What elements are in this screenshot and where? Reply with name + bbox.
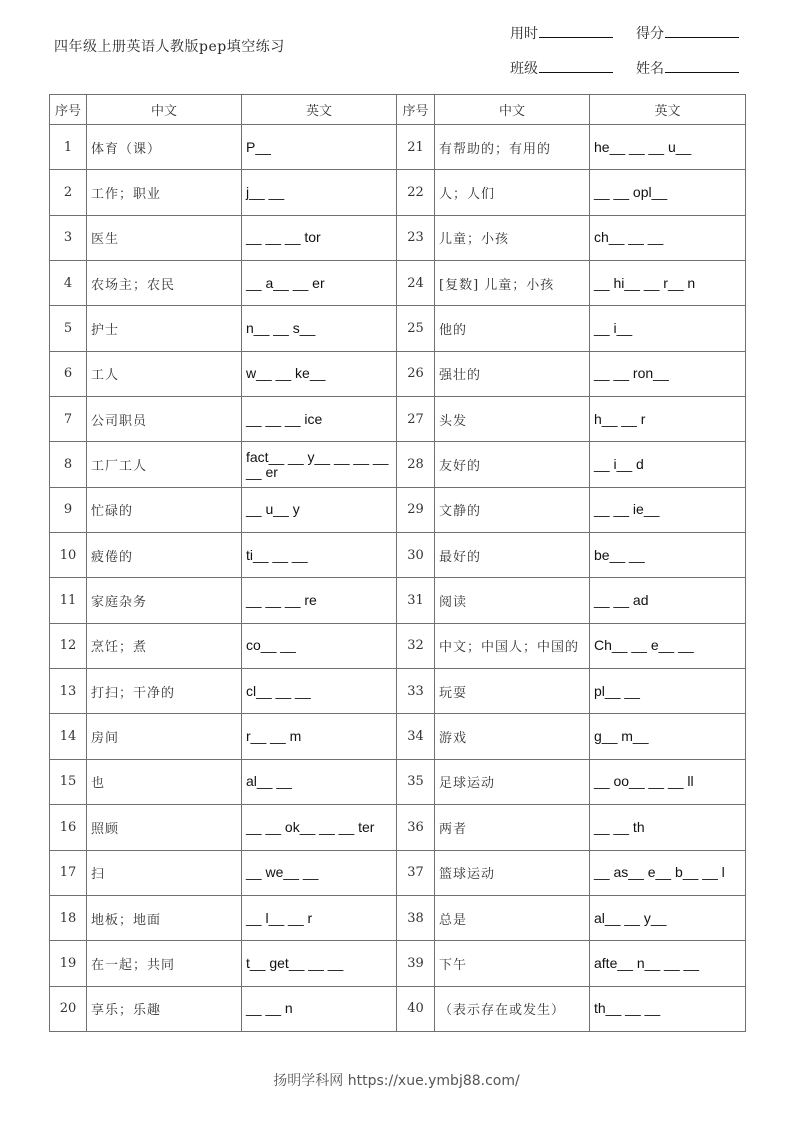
english-fill-blank[interactable]: __ i__ d [590,442,746,487]
english-fill-blank[interactable]: __ __ n [242,986,397,1031]
table-row [50,397,746,442]
item-number: 26 [397,351,435,396]
item-number: 39 [397,941,435,986]
item-number: 33 [397,669,435,714]
item-number: 38 [397,895,435,940]
chinese-meaning: 足球运动 [435,759,590,804]
header-number: 序号 [50,95,87,125]
table-row [50,669,746,714]
item-number: 40 [397,986,435,1031]
header-number: 序号 [397,95,435,125]
item-number: 25 [397,306,435,351]
item-number: 35 [397,759,435,804]
chinese-meaning: 头发 [435,397,590,442]
item-number: 17 [50,850,87,895]
item-number: 34 [397,714,435,759]
class-field[interactable] [510,58,613,78]
item-number: 36 [397,805,435,850]
english-fill-blank[interactable]: __ we__ __ [242,850,397,895]
item-number: 8 [50,442,87,487]
english-fill-blank[interactable]: he__ __ __ u__ [590,125,746,170]
table-row [50,895,746,940]
english-fill-blank[interactable]: g__ m__ [590,714,746,759]
table-row [50,533,746,578]
chinese-meaning: 享乐；乐趣 [87,986,242,1031]
chinese-meaning: 人；人们 [435,170,590,215]
item-number: 12 [50,623,87,668]
table-row [50,941,746,986]
english-fill-blank[interactable]: co__ __ [242,623,397,668]
chinese-meaning: 工人 [87,351,242,396]
chinese-meaning: 疲倦的 [87,533,242,578]
score-field[interactable] [636,23,739,43]
chinese-meaning: （表示存在或发生） [435,986,590,1031]
english-fill-blank[interactable]: __ __ ie__ [590,487,746,532]
time-label: 用时 [510,26,538,42]
item-number: 1 [50,125,87,170]
chinese-meaning: 中文；中国人；中国的 [435,623,590,668]
table-row [50,170,746,215]
english-fill-blank[interactable]: P__ [242,125,397,170]
item-number: 7 [50,397,87,442]
english-fill-blank[interactable]: __ oo__ __ __ ll [590,759,746,804]
chinese-meaning: 篮球运动 [435,850,590,895]
english-fill-blank[interactable]: __ __ th [590,805,746,850]
document-title: 四年级上册英语人教版pep填空练习 [54,39,285,55]
table-row [50,623,746,668]
english-fill-blank[interactable]: be__ __ [590,533,746,578]
chinese-meaning: 有帮助的；有用的 [435,125,590,170]
english-fill-blank[interactable]: t__ get__ __ __ [242,941,397,986]
table-row [50,351,746,396]
english-fill-blank[interactable]: __ __ __ ice [242,397,397,442]
chinese-meaning: 体育（课） [87,125,242,170]
chinese-meaning: 房间 [87,714,242,759]
item-number: 22 [397,170,435,215]
item-number: 20 [50,986,87,1031]
chinese-meaning: 友好的 [435,442,590,487]
item-number: 23 [397,215,435,260]
table-row [50,125,746,170]
chinese-meaning: 烹饪；煮 [87,623,242,668]
item-number: 14 [50,714,87,759]
table-header-row [50,95,746,125]
item-number: 24 [397,261,435,306]
table-row [50,578,746,623]
english-fill-blank[interactable]: h__ __ r [590,397,746,442]
chinese-meaning: 总是 [435,895,590,940]
chinese-meaning: 文静的 [435,487,590,532]
item-number: 27 [397,397,435,442]
chinese-meaning: 家庭杂务 [87,578,242,623]
chinese-meaning: 照顾 [87,805,242,850]
english-fill-blank[interactable]: __ as__ e__ b__ __ l [590,850,746,895]
english-fill-blank[interactable]: j__ __ [242,170,397,215]
chinese-meaning: 最好的 [435,533,590,578]
item-number: 18 [50,895,87,940]
item-number: 13 [50,669,87,714]
chinese-meaning: 工厂工人 [87,442,242,487]
score-blank-line[interactable] [665,23,739,38]
chinese-meaning: 在一起；共同 [87,941,242,986]
footer-watermark: 扬明学科网 https://xue.ymbj88.com/ [273,1073,520,1089]
english-fill-blank[interactable]: __ __ __ tor [242,215,397,260]
class-blank-line[interactable] [539,58,613,73]
item-number: 16 [50,805,87,850]
chinese-meaning: 他的 [435,306,590,351]
table-row [50,215,746,260]
english-fill-blank[interactable]: th__ __ __ [590,986,746,1031]
table-row [50,805,746,850]
item-number: 2 [50,170,87,215]
chinese-meaning: 阅读 [435,578,590,623]
chinese-meaning: 公司职员 [87,397,242,442]
time-blank-line[interactable] [539,23,613,38]
header-chinese: 中文 [435,95,590,125]
table-row [50,487,746,532]
chinese-meaning: 工作；职业 [87,170,242,215]
chinese-meaning: 强壮的 [435,351,590,396]
chinese-meaning: 打扫；干净的 [87,669,242,714]
chinese-meaning: 也 [87,759,242,804]
chinese-meaning: 扫 [87,850,242,895]
item-number: 21 [397,125,435,170]
english-fill-blank[interactable]: al__ __ y__ [590,895,746,940]
english-fill-blank[interactable]: __ __ ron__ [590,351,746,396]
table-row [50,306,746,351]
name-label: 姓名 [636,61,664,77]
english-fill-blank[interactable]: __ a__ __ er [242,261,397,306]
english-fill-blank[interactable]: al__ __ [242,759,397,804]
class-label: 班级 [510,61,538,77]
english-fill-blank[interactable]: Ch__ __ e__ __ [590,623,746,668]
name-field[interactable] [636,58,739,78]
chinese-meaning: 下午 [435,941,590,986]
chinese-meaning: 游戏 [435,714,590,759]
item-number: 28 [397,442,435,487]
item-number: 29 [397,487,435,532]
english-fill-blank[interactable]: __ __ opl__ [590,170,746,215]
time-field[interactable] [510,23,613,43]
item-number: 5 [50,306,87,351]
item-number: 10 [50,533,87,578]
item-number: 31 [397,578,435,623]
english-fill-blank[interactable]: __ i__ [590,306,746,351]
english-fill-blank[interactable]: __ hi__ __ r__ n [590,261,746,306]
item-number: 9 [50,487,87,532]
table-row [50,759,746,804]
english-fill-blank[interactable]: ti__ __ __ [242,533,397,578]
english-fill-blank[interactable]: fact__ __ y__ __ __ __ __ er [242,442,397,487]
english-fill-blank[interactable]: __ u__ y [242,487,397,532]
english-fill-blank[interactable]: __ l__ __ r [242,895,397,940]
vocabulary-table [49,94,746,1032]
table-row [50,442,746,487]
item-number: 19 [50,941,87,986]
chinese-meaning: 儿童；小孩 [435,215,590,260]
english-fill-blank[interactable]: afte__ n__ __ __ [590,941,746,986]
chinese-meaning: 地板；地面 [87,895,242,940]
chinese-meaning: 护士 [87,306,242,351]
score-label: 得分 [636,26,664,42]
header-chinese: 中文 [87,95,242,125]
english-fill-blank[interactable]: r__ __ m [242,714,397,759]
chinese-meaning: 忙碌的 [87,487,242,532]
english-fill-blank[interactable]: w__ __ ke__ [242,351,397,396]
chinese-meaning: 医生 [87,215,242,260]
item-number: 37 [397,850,435,895]
item-number: 11 [50,578,87,623]
english-fill-blank[interactable]: pl__ __ [590,669,746,714]
table-row [50,986,746,1031]
english-fill-blank[interactable]: __ __ ok__ __ __ ter [242,805,397,850]
english-fill-blank[interactable]: n__ __ s__ [242,306,397,351]
name-blank-line[interactable] [665,58,739,73]
item-number: 15 [50,759,87,804]
english-fill-blank[interactable]: __ __ ad [590,578,746,623]
english-fill-blank[interactable]: ch__ __ __ [590,215,746,260]
item-number: 30 [397,533,435,578]
header-english: 英文 [242,95,397,125]
table-row [50,261,746,306]
header-english: 英文 [590,95,746,125]
table-row [50,850,746,895]
chinese-meaning: 玩耍 [435,669,590,714]
item-number: 4 [50,261,87,306]
item-number: 32 [397,623,435,668]
english-fill-blank[interactable]: cl__ __ __ [242,669,397,714]
chinese-meaning: 两者 [435,805,590,850]
table-row [50,714,746,759]
item-number: 3 [50,215,87,260]
item-number: 6 [50,351,87,396]
chinese-meaning: [复数] 儿童；小孩 [435,261,590,306]
chinese-meaning: 农场主；农民 [87,261,242,306]
english-fill-blank[interactable]: __ __ __ re [242,578,397,623]
